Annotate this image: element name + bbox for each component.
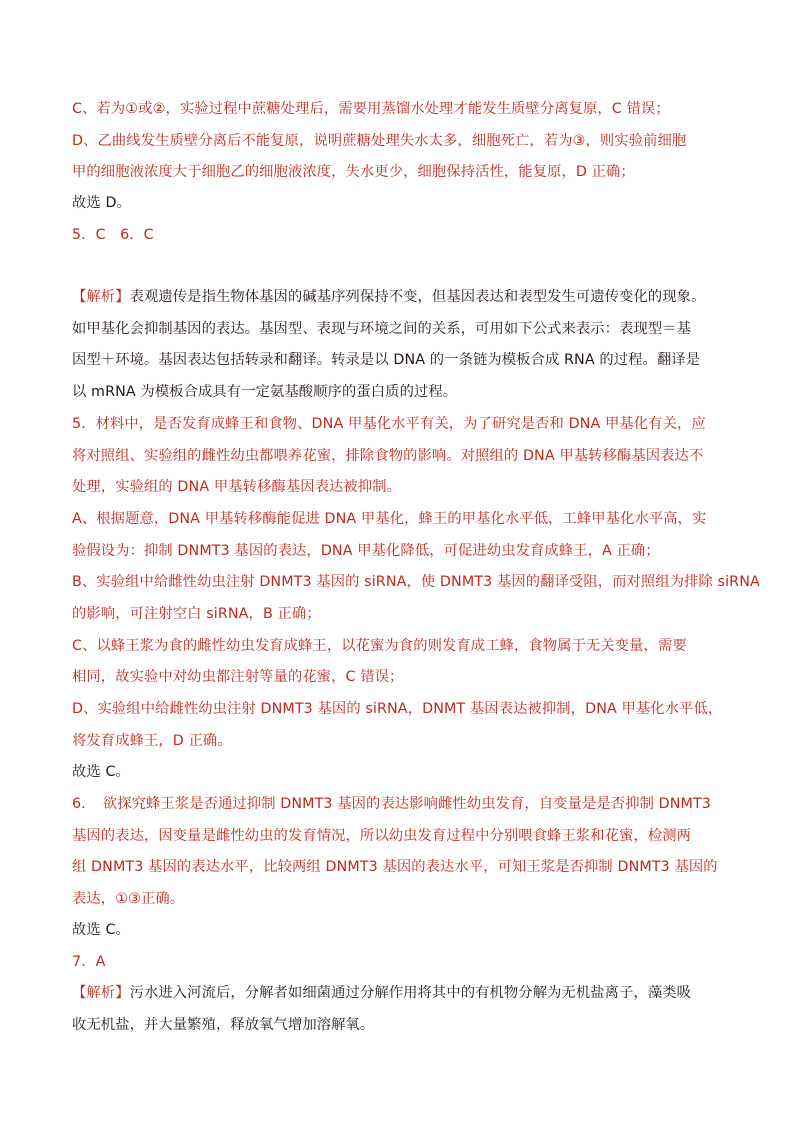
text-segment: 因型＋环境。基因表达包括转录和翻译。转录是以 DNA 的一条链为模板合成 RNA 的过程。翻译是 [72,352,701,368]
text-segment: 将对照组、实验组的雌性幼虫都喂养花蜜，排除食物的影响。对照组的 DNA 甲基转移酶基因表达不 [72,448,704,464]
text-line [72,162,635,182]
text-segment: C、以蜂王浆为食的雌性幼虫发育成蜂王，以花蜜为食的则发育成工蜂，食物属于无关变量，需要 [72,638,687,654]
text-segment: 表达，①③正确。 [72,891,185,907]
text-line [72,99,670,119]
text-line [72,952,105,972]
text-segment: 故选 D。 [72,195,131,211]
text-line [72,731,232,751]
analysis-tag: 【解析】 [72,289,130,305]
text-segment: 将发育成蜂王，D 正确。 [72,733,232,749]
text-line [72,794,711,814]
text-segment: 表观遗传是指生物体基因的碱基序列保持不变，但基因表达和表型发生可遗传变化的现象。 [129,289,706,305]
text-line [72,414,706,434]
text-line [72,762,130,782]
text-segment: 故选 C。 [72,764,130,780]
text-line [72,541,660,561]
text-segment: 以 mRNA 为模板合成具有一定氨基酸顺序的蛋白质的过程。 [72,384,458,400]
text-line [72,920,130,940]
text-segment: 的影响，可注射空白 siRNA，B 正确； [72,606,321,622]
text-segment: B、实验组中给雌性幼虫注射 DNMT3 基因的 siRNA，使 DNMT3 基因的翻译受阻，而对照组为排除 siRNA [72,574,760,590]
text-line [72,826,691,846]
text-line [72,225,154,245]
text-segment: 如甲基化会抑制基因的表达。基因型、表现与环境之间的关系，可用如下公式来表示：表现型＝基 [72,321,692,337]
text-segment: 5．材料中，是否发育成蜂王和食物、DNA 甲基化水平有关，为了研究是否和 DNA 甲基化有关，应 [72,416,706,432]
text-line [72,131,686,151]
analysis-tag: 【解析】 [72,985,130,1001]
text-segment: 6． 欲探究蜂王浆是否通过抑制 DNMT3 基因的表达影响雌性幼虫发育，自变量是是否抑制 DNMT3 [72,796,711,812]
text-segment: 基因的表达，因变量是雌性幼虫的发育情况，所以幼虫发育过程中分别喂食蜂王浆和花蜜，检测两 [72,828,692,844]
text-segment: 污水进入河流后，分解者如细菌通过分解作用将其中的有机物分解为无机盐离子，藻类吸 [129,985,692,1001]
text-segment: A、根据题意，DNA 甲基转移酶能促进 DNA 甲基化，蜂王的甲基化水平低，工蜂甲基化水平高，实 [72,511,707,527]
text-line [72,477,401,497]
text-line [72,572,760,592]
text-line [72,1015,374,1035]
text-segment: 处理，实验组的 DNA 甲基转移酶基因表达被抑制。 [72,479,402,495]
text-segment: D、乙曲线发生质壁分离后不能复原，说明蔗糖处理失水太多，细胞死亡，若为③，则实验前细胞 [72,133,687,149]
text-line [72,636,687,656]
text-segment: 验假设为：抑制 DNMT3 基因的表达，DNA 甲基化降低，可促进幼虫发育成蜂王，A 正确； [72,543,660,559]
text-line [72,446,703,466]
text-line [72,667,403,687]
text-line [72,889,184,909]
text-line [72,604,321,624]
text-line [72,382,457,402]
text-segment: 收无机盐，并大量繁殖，释放氧气增加溶解氧。 [72,1017,375,1033]
text-line [72,983,691,1003]
text-line [72,287,705,307]
text-segment: 相同，故实验中对幼虫都注射等量的花蜜，C 错误； [72,669,404,685]
text-line [72,857,718,877]
text-line [72,319,691,339]
text-line [72,699,722,719]
text-segment: 组 DNMT3 基因的表达水平，比较两组 DNMT3 基因的表达水平，可知王浆是否抑制 DNMT3 基因的 [72,859,718,875]
text-segment: 5．C 6．C [72,227,154,243]
text-line [72,193,131,213]
text-line [72,509,706,529]
text-line [72,350,700,370]
text-segment: 甲的细胞液浓度大于细胞乙的细胞液浓度，失水更少，细胞保持活性，能复原，D 正确； [72,164,635,180]
text-segment: C、若为①或②，实验过程中蔗糖处理后，需要用蒸馏水处理才能发生质壁分离复原，C 错误； [72,101,670,117]
text-segment: 故选 C。 [72,922,130,938]
text-segment: D、实验组中给雌性幼虫注射 DNMT3 基因的 siRNA，DNMT 基因表达被抑制，DNA 甲基化水平低， [72,701,723,717]
text-segment: 7．A [72,954,106,970]
